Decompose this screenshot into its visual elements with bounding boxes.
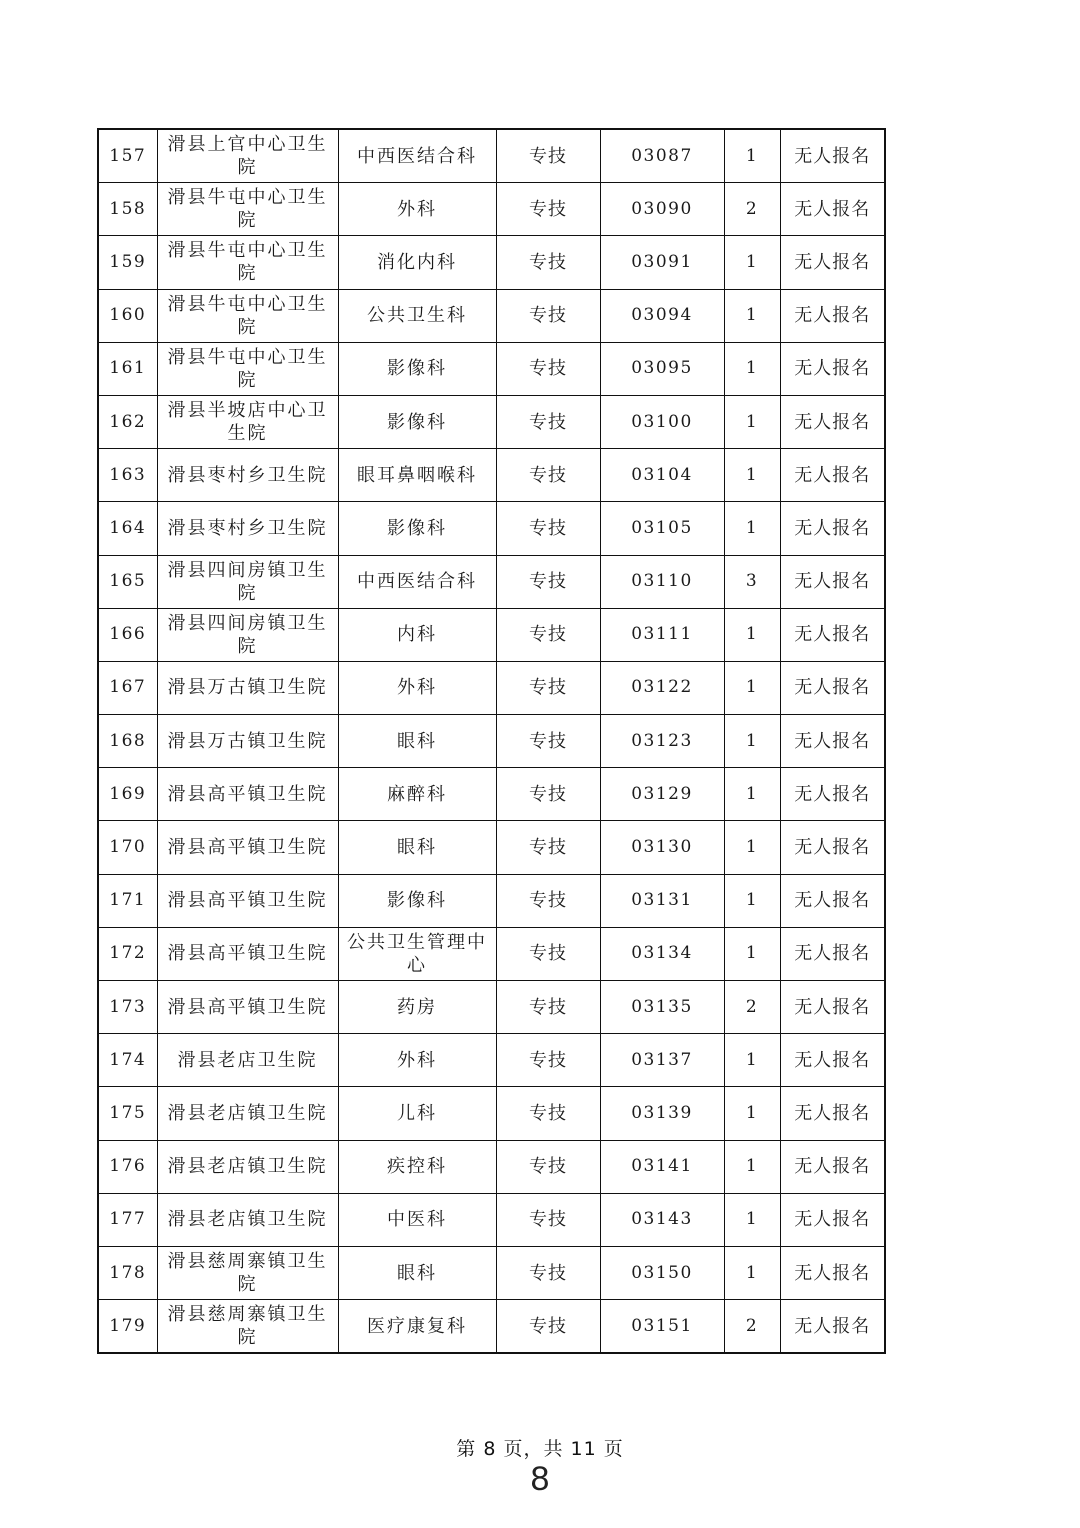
cell-hiring-count: 1	[724, 874, 780, 927]
table-row	[98, 555, 885, 608]
cell-hiring-count: 1	[724, 289, 780, 342]
cell-position-type: 专技	[496, 1246, 600, 1299]
cell-position-code: 03090	[600, 183, 724, 236]
cell-serial-number: 170	[98, 821, 157, 874]
cell-employer-unit: 滑县牛屯中心卫生院	[157, 236, 338, 289]
table-row	[98, 1087, 885, 1140]
cell-status: 无人报名	[780, 1034, 885, 1087]
table-row	[98, 502, 885, 555]
cell-status: 无人报名	[780, 395, 885, 448]
cell-position-type: 专技	[496, 183, 600, 236]
cell-status: 无人报名	[780, 927, 885, 980]
cell-position-code: 03095	[600, 342, 724, 395]
table-row	[98, 715, 885, 768]
cell-serial-number: 168	[98, 715, 157, 768]
table-row	[98, 821, 885, 874]
cell-serial-number: 166	[98, 608, 157, 661]
cell-department: 眼耳鼻咽喉科	[338, 449, 496, 502]
cell-employer-unit: 滑县枣村乡卫生院	[157, 502, 338, 555]
cell-employer-unit: 滑县老店镇卫生院	[157, 1140, 338, 1193]
cell-position-type: 专技	[496, 449, 600, 502]
cell-position-type: 专技	[496, 981, 600, 1034]
cell-employer-unit: 滑县四间房镇卫生院	[157, 555, 338, 608]
cell-hiring-count: 1	[724, 502, 780, 555]
cell-position-type: 专技	[496, 289, 600, 342]
positions-table	[97, 128, 886, 1354]
cell-status: 无人报名	[780, 1140, 885, 1193]
cell-position-type: 专技	[496, 395, 600, 448]
cell-employer-unit: 滑县高平镇卫生院	[157, 821, 338, 874]
cell-employer-unit: 滑县高平镇卫生院	[157, 927, 338, 980]
cell-position-type: 专技	[496, 715, 600, 768]
cell-employer-unit: 滑县高平镇卫生院	[157, 981, 338, 1034]
cell-position-code: 03091	[600, 236, 724, 289]
cell-status: 无人报名	[780, 768, 885, 821]
cell-position-type: 专技	[496, 555, 600, 608]
cell-position-type: 专技	[496, 1034, 600, 1087]
cell-position-type: 专技	[496, 342, 600, 395]
cell-position-code: 03111	[600, 608, 724, 661]
table-row	[98, 608, 885, 661]
cell-employer-unit: 滑县高平镇卫生院	[157, 768, 338, 821]
cell-position-type: 专技	[496, 768, 600, 821]
cell-position-code: 03143	[600, 1193, 724, 1246]
page-number: 8	[530, 1460, 550, 1498]
cell-department: 外科	[338, 661, 496, 714]
cell-employer-unit: 滑县上官中心卫生院	[157, 129, 338, 183]
cell-position-code: 03123	[600, 715, 724, 768]
cell-status: 无人报名	[780, 1300, 885, 1354]
cell-status: 无人报名	[780, 874, 885, 927]
cell-serial-number: 169	[98, 768, 157, 821]
cell-status: 无人报名	[780, 449, 885, 502]
cell-hiring-count: 1	[724, 449, 780, 502]
cell-department: 影像科	[338, 342, 496, 395]
cell-employer-unit: 滑县万古镇卫生院	[157, 715, 338, 768]
cell-employer-unit: 滑县四间房镇卫生院	[157, 608, 338, 661]
cell-status: 无人报名	[780, 289, 885, 342]
cell-hiring-count: 1	[724, 129, 780, 183]
cell-serial-number: 171	[98, 874, 157, 927]
table-row	[98, 874, 885, 927]
cell-position-type: 专技	[496, 927, 600, 980]
cell-status: 无人报名	[780, 661, 885, 714]
table-row	[98, 768, 885, 821]
cell-position-code: 03110	[600, 555, 724, 608]
table-row	[98, 981, 885, 1034]
cell-position-type: 专技	[496, 1087, 600, 1140]
cell-serial-number: 174	[98, 1034, 157, 1087]
cell-hiring-count: 1	[724, 1246, 780, 1299]
cell-employer-unit: 滑县高平镇卫生院	[157, 874, 338, 927]
cell-serial-number: 159	[98, 236, 157, 289]
cell-status: 无人报名	[780, 502, 885, 555]
cell-status: 无人报名	[780, 608, 885, 661]
cell-department: 儿科	[338, 1087, 496, 1140]
cell-serial-number: 163	[98, 449, 157, 502]
cell-employer-unit: 滑县老店镇卫生院	[157, 1087, 338, 1140]
cell-employer-unit: 滑县牛屯中心卫生院	[157, 342, 338, 395]
cell-status: 无人报名	[780, 342, 885, 395]
cell-employer-unit: 滑县牛屯中心卫生院	[157, 183, 338, 236]
cell-serial-number: 165	[98, 555, 157, 608]
cell-department: 影像科	[338, 874, 496, 927]
cell-status: 无人报名	[780, 981, 885, 1034]
cell-employer-unit: 滑县半坡店中心卫生院	[157, 395, 338, 448]
cell-status: 无人报名	[780, 715, 885, 768]
cell-department: 眼科	[338, 821, 496, 874]
cell-position-code: 03129	[600, 768, 724, 821]
cell-status: 无人报名	[780, 821, 885, 874]
cell-serial-number: 167	[98, 661, 157, 714]
cell-serial-number: 172	[98, 927, 157, 980]
cell-department: 中西医结合科	[338, 555, 496, 608]
cell-position-code: 03141	[600, 1140, 724, 1193]
cell-serial-number: 157	[98, 129, 157, 183]
cell-hiring-count: 1	[724, 1193, 780, 1246]
cell-employer-unit: 滑县万古镇卫生院	[157, 661, 338, 714]
cell-serial-number: 164	[98, 502, 157, 555]
table-row	[98, 236, 885, 289]
cell-serial-number: 158	[98, 183, 157, 236]
cell-position-code: 03134	[600, 927, 724, 980]
cell-position-type: 专技	[496, 661, 600, 714]
cell-serial-number: 160	[98, 289, 157, 342]
cell-department: 公共卫生科	[338, 289, 496, 342]
table-row	[98, 927, 885, 980]
table-row	[98, 342, 885, 395]
cell-serial-number: 176	[98, 1140, 157, 1193]
cell-position-code: 03122	[600, 661, 724, 714]
cell-position-type: 专技	[496, 129, 600, 183]
cell-department: 医疗康复科	[338, 1300, 496, 1354]
cell-position-code: 03130	[600, 821, 724, 874]
cell-position-type: 专技	[496, 1300, 600, 1354]
cell-position-type: 专技	[496, 1140, 600, 1193]
cell-hiring-count: 1	[724, 927, 780, 980]
table-row	[98, 449, 885, 502]
cell-hiring-count: 1	[724, 661, 780, 714]
cell-serial-number: 177	[98, 1193, 157, 1246]
cell-department: 公共卫生管理中心	[338, 927, 496, 980]
table-row	[98, 1034, 885, 1087]
cell-hiring-count: 1	[724, 608, 780, 661]
cell-serial-number: 175	[98, 1087, 157, 1140]
table-row	[98, 1140, 885, 1193]
cell-position-code: 03135	[600, 981, 724, 1034]
cell-hiring-count: 1	[724, 1087, 780, 1140]
cell-hiring-count: 2	[724, 981, 780, 1034]
cell-employer-unit: 滑县慈周寨镇卫生院	[157, 1300, 338, 1354]
cell-department: 影像科	[338, 502, 496, 555]
cell-serial-number: 173	[98, 981, 157, 1034]
cell-serial-number: 161	[98, 342, 157, 395]
cell-department: 外科	[338, 1034, 496, 1087]
cell-status: 无人报名	[780, 236, 885, 289]
cell-department: 眼科	[338, 715, 496, 768]
cell-position-code: 03151	[600, 1300, 724, 1354]
table-row	[98, 129, 885, 183]
cell-status: 无人报名	[780, 1246, 885, 1299]
cell-hiring-count: 1	[724, 395, 780, 448]
table-row	[98, 289, 885, 342]
table-row	[98, 1246, 885, 1299]
cell-position-type: 专技	[496, 874, 600, 927]
cell-department: 中医科	[338, 1193, 496, 1246]
cell-position-type: 专技	[496, 236, 600, 289]
cell-position-code: 03104	[600, 449, 724, 502]
cell-hiring-count: 1	[724, 342, 780, 395]
cell-serial-number: 162	[98, 395, 157, 448]
cell-position-code: 03150	[600, 1246, 724, 1299]
cell-hiring-count: 1	[724, 1034, 780, 1087]
page-info: 第 8 页，共 11 页	[456, 1438, 624, 1460]
cell-position-type: 专技	[496, 608, 600, 661]
cell-department: 麻醉科	[338, 768, 496, 821]
cell-department: 内科	[338, 608, 496, 661]
cell-hiring-count: 1	[724, 236, 780, 289]
cell-department: 影像科	[338, 395, 496, 448]
table-body	[98, 129, 885, 1353]
cell-position-type: 专技	[496, 502, 600, 555]
cell-department: 外科	[338, 183, 496, 236]
table-row	[98, 183, 885, 236]
cell-position-code: 03131	[600, 874, 724, 927]
cell-hiring-count: 1	[724, 821, 780, 874]
cell-hiring-count: 1	[724, 715, 780, 768]
cell-position-code: 03100	[600, 395, 724, 448]
cell-hiring-count: 1	[724, 768, 780, 821]
cell-status: 无人报名	[780, 1193, 885, 1246]
cell-hiring-count: 3	[724, 555, 780, 608]
table-row	[98, 395, 885, 448]
cell-serial-number: 179	[98, 1300, 157, 1354]
cell-position-code: 03139	[600, 1087, 724, 1140]
cell-department: 消化内科	[338, 236, 496, 289]
cell-employer-unit: 滑县老店卫生院	[157, 1034, 338, 1087]
cell-position-code: 03094	[600, 289, 724, 342]
cell-hiring-count: 1	[724, 1140, 780, 1193]
cell-employer-unit: 滑县枣村乡卫生院	[157, 449, 338, 502]
cell-position-code: 03087	[600, 129, 724, 183]
cell-status: 无人报名	[780, 129, 885, 183]
table-row	[98, 1193, 885, 1246]
cell-status: 无人报名	[780, 183, 885, 236]
cell-department: 疾控科	[338, 1140, 496, 1193]
table-row	[98, 1300, 885, 1354]
table-row	[98, 661, 885, 714]
cell-employer-unit: 滑县慈周寨镇卫生院	[157, 1246, 338, 1299]
cell-position-code: 03137	[600, 1034, 724, 1087]
cell-position-type: 专技	[496, 821, 600, 874]
cell-department: 药房	[338, 981, 496, 1034]
cell-position-type: 专技	[496, 1193, 600, 1246]
cell-hiring-count: 2	[724, 183, 780, 236]
cell-status: 无人报名	[780, 1087, 885, 1140]
cell-department: 眼科	[338, 1246, 496, 1299]
cell-serial-number: 178	[98, 1246, 157, 1299]
positions-table-container	[97, 128, 886, 1354]
cell-hiring-count: 2	[724, 1300, 780, 1354]
cell-position-code: 03105	[600, 502, 724, 555]
cell-employer-unit: 滑县牛屯中心卫生院	[157, 289, 338, 342]
cell-department: 中西医结合科	[338, 129, 496, 183]
cell-employer-unit: 滑县老店镇卫生院	[157, 1193, 338, 1246]
cell-status: 无人报名	[780, 555, 885, 608]
